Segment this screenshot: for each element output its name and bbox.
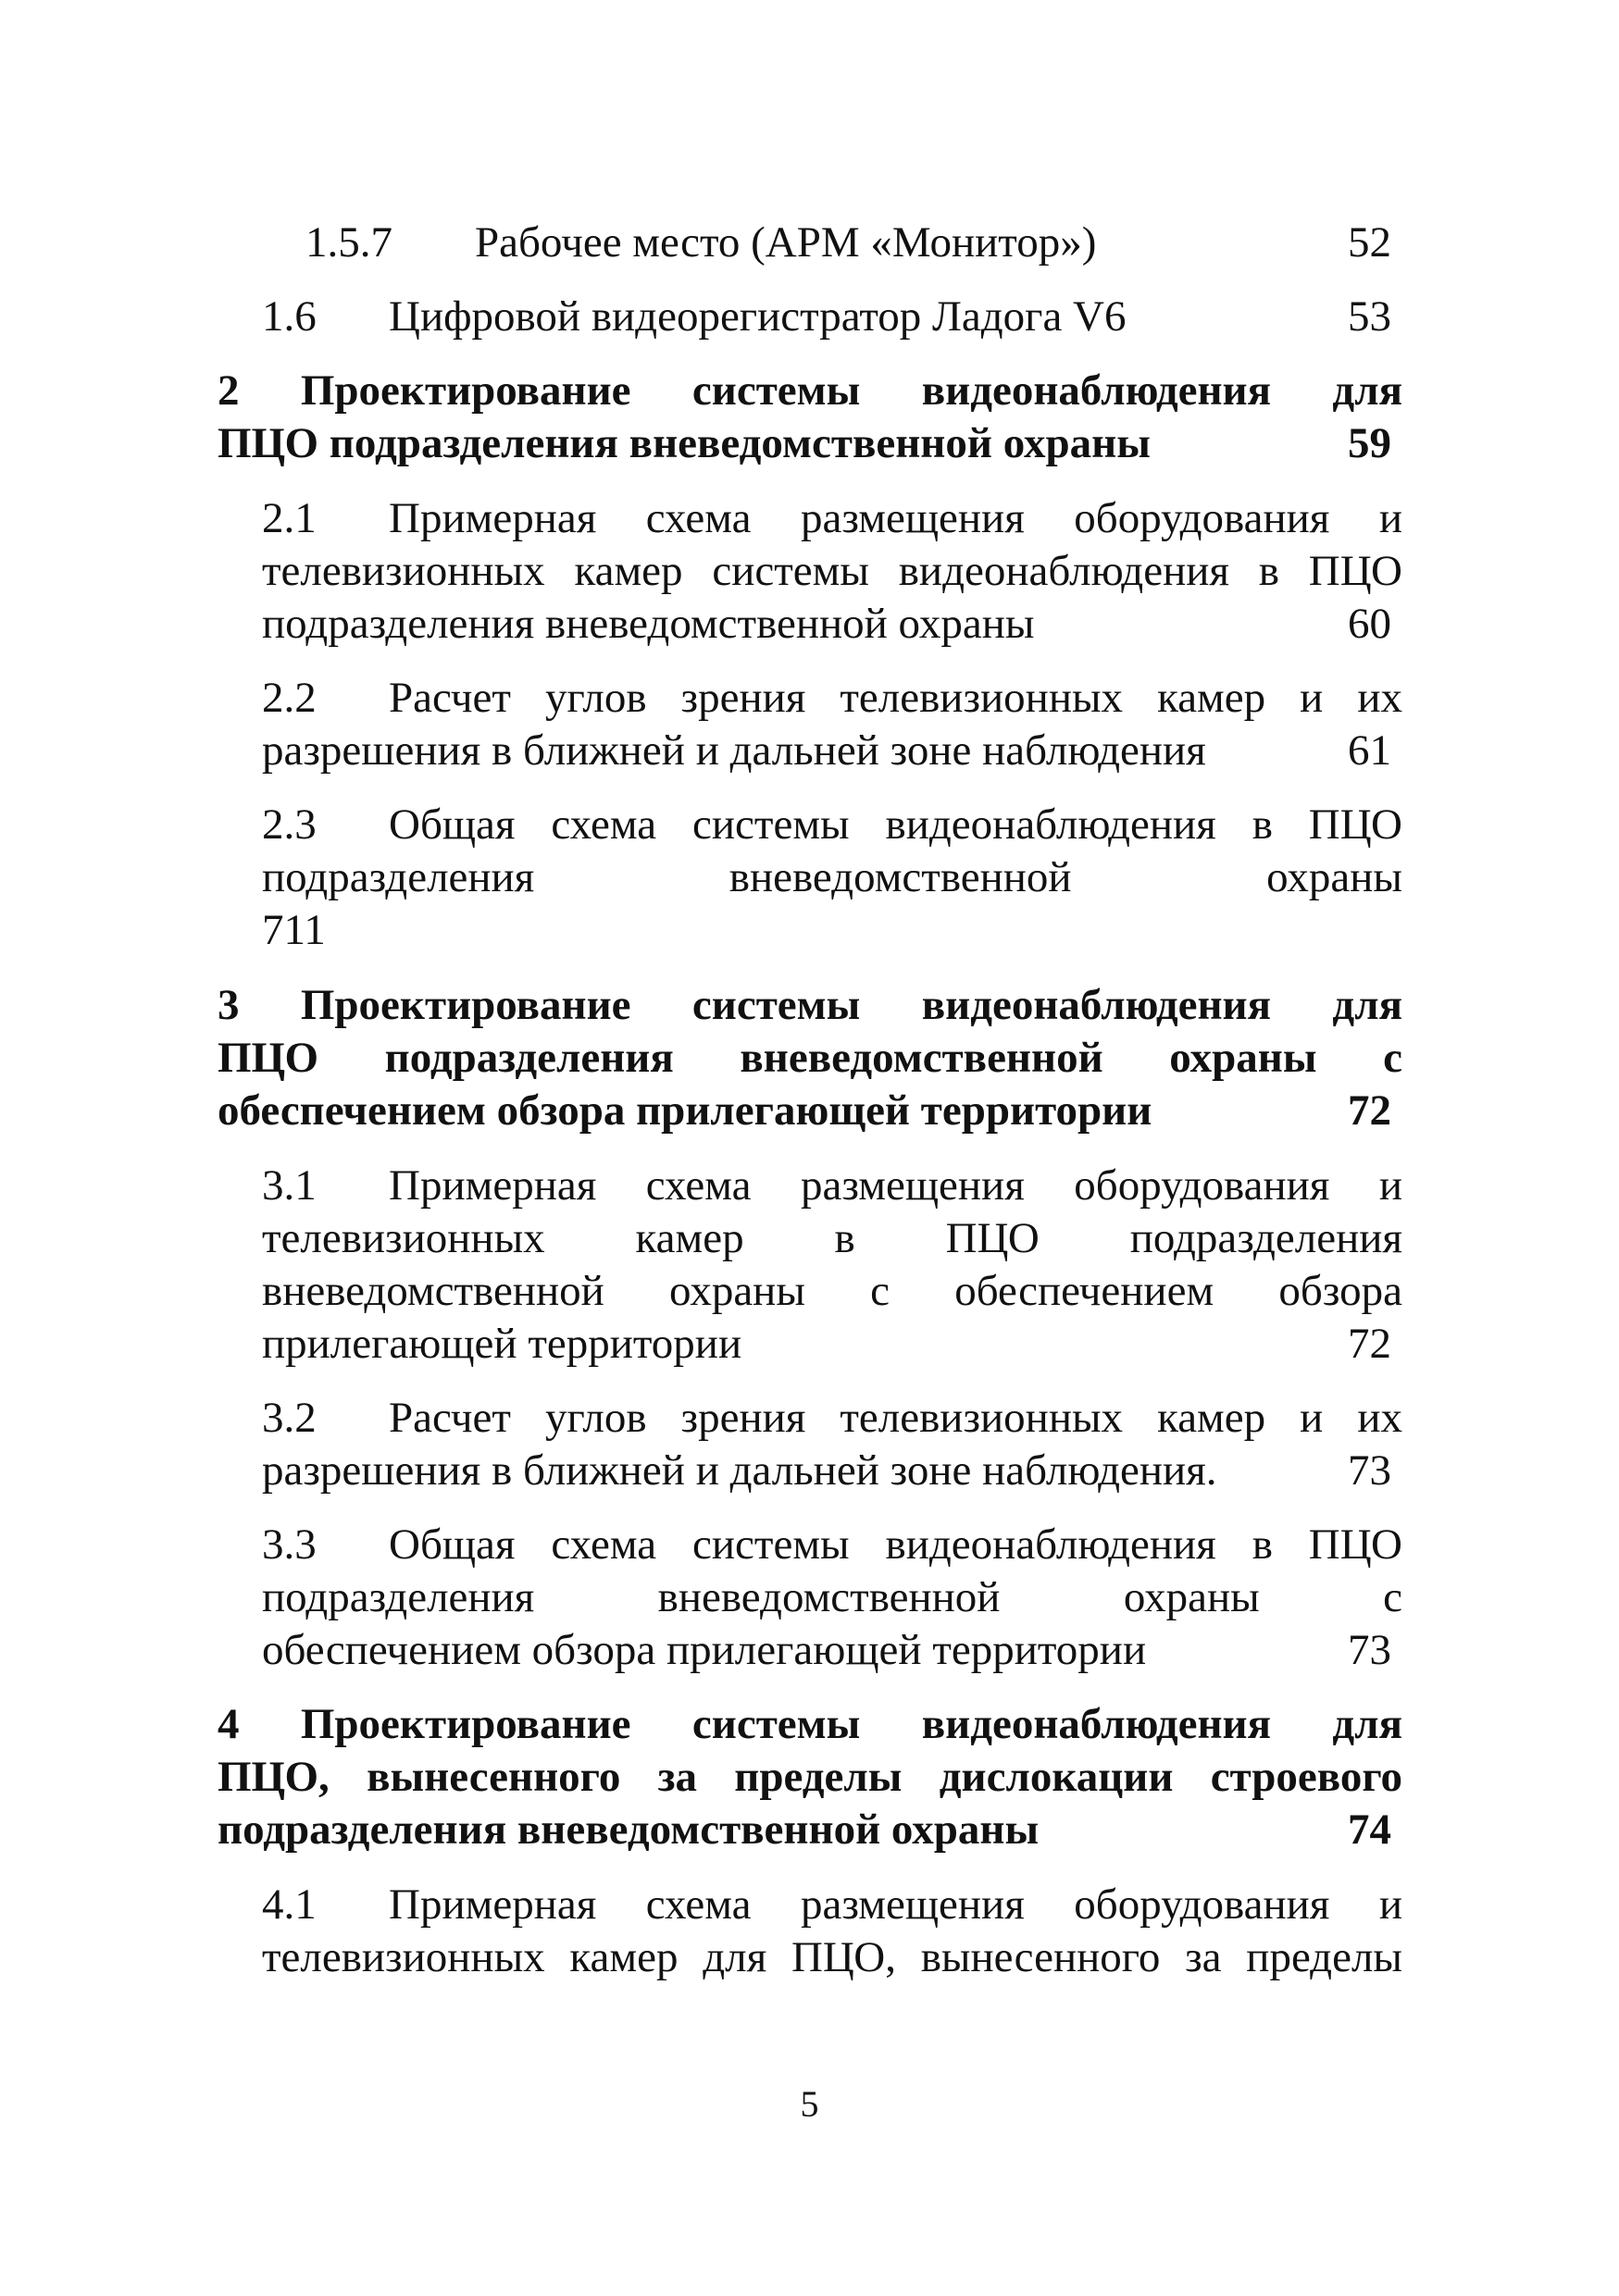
page-number: 5 (800, 2083, 819, 2125)
toc-number-3-2: 3.2 (262, 1394, 317, 1442)
toc-entry-2-2-line-2: разрешения в ближней и дальней зоне наблюдения (262, 726, 1206, 775)
toc-chapter-2-line-1: 2 Проектирование системы видеонаблюдения для (218, 366, 1402, 415)
toc-chapter-3-line-2: ПЦО подразделения вневедомственной охраны с (218, 1034, 1402, 1082)
toc-entry-4-1-line-2: телевизионных камер для ПЦО, вынесенного за пределы (262, 1933, 1402, 1981)
toc-entry-3-2-line-1: Расчет углов зрения телевизионных камер и их (389, 1394, 1402, 1442)
toc-number-4-1: 4.1 (262, 1880, 317, 1929)
toc-entry-3-1-line-1: Примерная схема размещения оборудования и (389, 1161, 1402, 1210)
toc-entry-2-3-line-1: Общая схема системы видеонаблюдения в ПЦО (389, 800, 1402, 849)
toc-entry-3-3-line-1: Общая схема системы видеонаблюдения в ПЦО (389, 1520, 1402, 1569)
toc-page-chapter-2: 59 (1348, 419, 1391, 467)
toc-chapter-4-line-2: ПЦО, вынесенного за пределы дислокации строевого (218, 1753, 1402, 1801)
toc-entry-3-1-line-4: прилегающей территории (262, 1320, 742, 1368)
toc-page-chapter-4: 74 (1348, 1806, 1391, 1854)
toc-entry-2-1-line-2: телевизионных камер системы видеонаблюдения в ПЦО (262, 547, 1402, 595)
toc-chapter-4-line-3: подразделения вневедомственной охраны (218, 1806, 1040, 1854)
toc-number-2-1: 2.1 (262, 494, 317, 542)
toc-chapter-4-line-1: 4 Проектирование системы видеонаблюдения для (218, 1700, 1402, 1748)
toc-entry-2-1-line-3: подразделения вневедомственной охраны (262, 600, 1035, 648)
toc-entry-3-1-line-3: вневедомственной охраны с обеспечением обзора (262, 1267, 1402, 1315)
toc-page-3-1: 72 (1348, 1320, 1391, 1368)
toc-entry-3-2-line-2: разрешения в ближней и дальней зоне наблюдения. (262, 1446, 1217, 1495)
toc-entry-3-3-line-3: обеспечением обзора прилегающей территории (262, 1626, 1147, 1674)
toc-page-2-3: 711 (262, 906, 326, 954)
toc-page-1-6: 53 (1348, 292, 1391, 341)
toc-title-1-5-7: Рабочее место (АРМ «Монитор») (475, 218, 1097, 267)
toc-entry-4-1-line-1: Примерная схема размещения оборудования и (389, 1880, 1402, 1929)
toc-page-chapter-3: 72 (1348, 1086, 1391, 1135)
toc-page-2-1: 60 (1348, 600, 1391, 648)
toc-page-1-5-7: 52 (1348, 218, 1391, 267)
toc-number-3-3: 3.3 (262, 1520, 317, 1569)
toc-number-2-2: 2.2 (262, 674, 317, 722)
toc-entry-2-1-line-1: Примерная схема размещения оборудования и (389, 494, 1402, 542)
toc-title-1-6: Цифровой видеорегистратор Ладога V6 (389, 292, 1127, 341)
toc-page-2-2: 61 (1348, 726, 1391, 775)
toc-chapter-2-line-2: ПЦО подразделения вневедомственной охраны (218, 419, 1151, 467)
toc-number-2-3: 2.3 (262, 800, 317, 849)
toc-number-1-5-7: 1.5.7 (305, 218, 392, 267)
toc-number-3-1: 3.1 (262, 1161, 317, 1210)
toc-number-1-6: 1.6 (262, 292, 317, 341)
toc-page-3-3: 73 (1348, 1626, 1391, 1674)
toc-chapter-3-line-3: обеспечением обзора прилегающей территории (218, 1086, 1152, 1135)
toc-chapter-3-line-1: 3 Проектирование системы видеонаблюдения для (218, 981, 1402, 1029)
toc-entry-3-1-line-2: телевизионных камер в ПЦО подразделения (262, 1214, 1402, 1262)
toc-entry-3-3-line-2: подразделения вневедомственной охраны с (262, 1573, 1402, 1621)
toc-entry-2-2-line-1: Расчет углов зрения телевизионных камер и их (389, 674, 1402, 722)
toc-entry-2-3-line-2: подразделения вневедомственной охраны (262, 853, 1402, 901)
toc-page-3-2: 73 (1348, 1446, 1391, 1495)
